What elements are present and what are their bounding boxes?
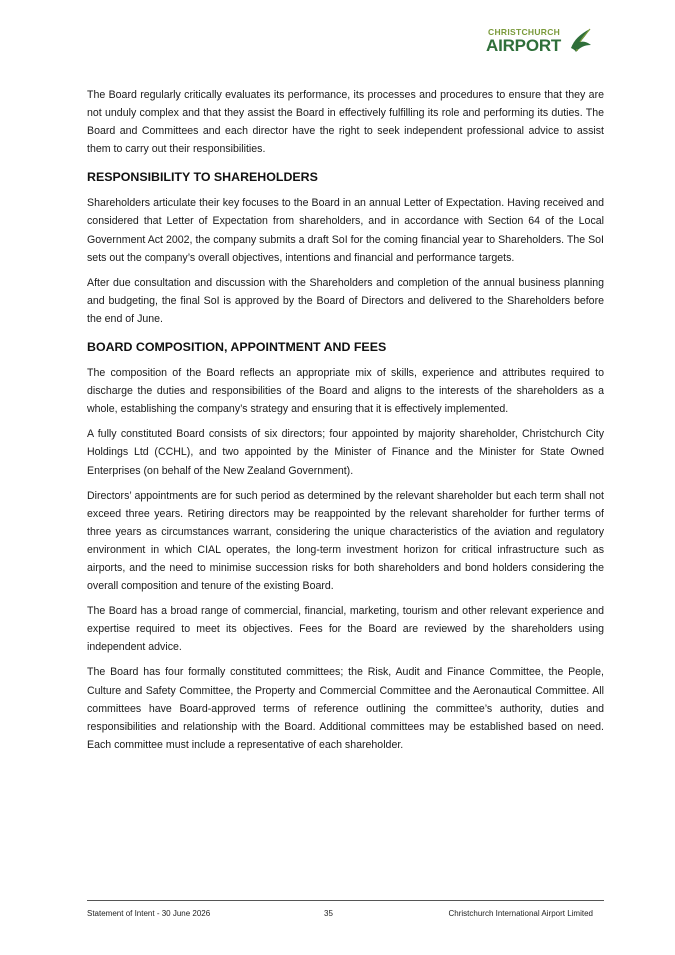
company-logo: [482, 24, 598, 60]
paragraph-board-composition: The composition of the Board reflects an appropriate mix of skills, experience and attributes required to discharge the duties and responsibilities of the Board and aligns to the interests of the shareholders as a whole, establishing the company’s strategy and ensuring that it is effectively implemented.: [87, 367, 604, 416]
paragraph-soi-approval: After due consultation and discussion with the Shareholders and completion of the annual business planning and budgeting, the final SoI is approved by the Board of Directors and delivered to the Shareholders before the end of June.: [87, 276, 604, 325]
paragraph-committees: The Board has four formally constituted committees; the Risk, Audit and Finance Committee, the People, Culture and Safety Committee, the Property and Commercial Committee and the Aeronautical Committee. All committees have Board-approved terms of reference outlining the committee’s authority, duties and responsibilities and relationship with the Board. Additional committees may be established based on need. Each committee must include a representative of each shareholder.: [87, 666, 604, 751]
footer-company-name: Christchurch International Airport Limited: [448, 909, 593, 918]
kiwi-bird-icon: [568, 26, 594, 56]
footer-document-title: Statement of Intent - 30 June 2026: [87, 909, 211, 918]
document-body: [87, 86, 604, 761]
paragraph-board-constitution: A fully constituted Board consists of six directors; four appointed by majority shareholder, Christchurch City Holdings Ltd (CCHL), and two appointed by the Minister of Finance and the Minister for State Owned Enterprises (on behalf of the New Zealand Government).: [87, 428, 604, 477]
heading-responsibility-to-shareholders: RESPONSIBILITY TO SHAREHOLDERS: [87, 170, 318, 185]
paragraph-board-evaluation: The Board regularly critically evaluates its performance, its processes and procedures to ensure that they are not unduly complex and that they assist the Board in effectively fulfilling its role and performing its duties. The Board and Committees and each director have the right to seek independent professional advice to assist them to carry out their responsibilities.: [87, 89, 604, 156]
footer-divider: [87, 900, 604, 901]
footer-page-number: 35: [324, 909, 333, 918]
paragraph-board-fees: The Board has a broad range of commercial, financial, marketing, tourism and other relevant experience and expertise required to meet its objectives. Fees for the Board are reviewed by the shareholders using independent advice.: [87, 605, 604, 654]
heading-board-composition: BOARD COMPOSITION, APPOINTMENT AND FEES: [87, 340, 387, 355]
paragraph-director-appointments: Directors’ appointments are for such period as determined by the relevant shareholder but each term shall not exceed three years. Retiring directors may be reappointed by the relevant shareholder for further terms of three years as circumstances warrant, considering the unique characteristics of the aviation and regulatory environment in which CIAL operates, the long-term investment horizon for critical infrastructure such as airports, and the need to minimise succession risks for both shareholders and bond holders considering the overall composition and tenure of the existing Board.: [87, 489, 604, 593]
logo-main-text: AIRPORT: [486, 36, 562, 55]
logo-top-text: CHRISTCHURCH: [488, 27, 561, 37]
paragraph-letter-of-expectation: Shareholders articulate their key focuses to the Board in an annual Letter of Expectation. Having received and considered that Letter of Expectation from shareholders, and in accordance with Section 64 of the Local Government Act 2002, the company submits a draft SoI for the coming financial year to Shareholders. The SoI sets out the company’s overall objectives, intentions and financial and performance targets.: [87, 197, 604, 264]
